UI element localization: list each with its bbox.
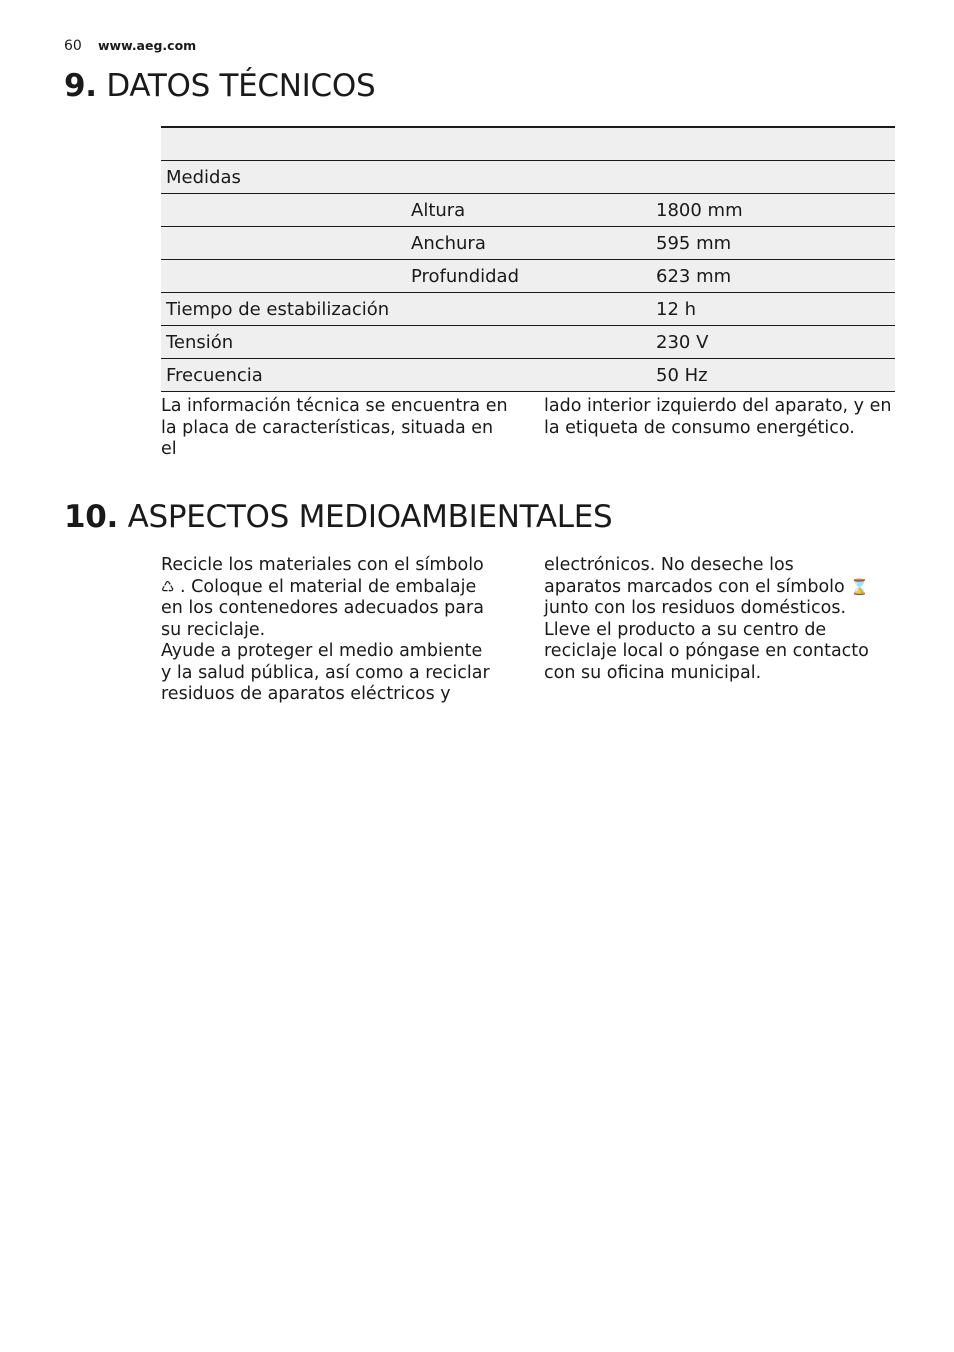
table-cell: 230 V xyxy=(651,326,895,359)
text-line: la etiqueta de consumo energético. xyxy=(544,417,855,438)
text-line: lado interior izquierdo del aparato, y en xyxy=(544,396,892,416)
table-cell: Altura xyxy=(406,194,651,227)
table-cell: Tensión xyxy=(161,326,651,359)
table-cell xyxy=(161,194,406,227)
page-number: 60 xyxy=(64,38,82,54)
spec-note-left xyxy=(161,396,511,461)
text-line: y la salud pública, así como a reciclar xyxy=(161,662,490,683)
section-10-title: ASPECTOS MEDIOAMBIENTALES xyxy=(127,499,613,535)
text-line: con su oficina municipal. xyxy=(544,662,762,683)
spec-table xyxy=(161,126,895,392)
text-line: junto con los residuos domésticos. xyxy=(544,598,847,618)
header-url: www.aeg.com xyxy=(97,38,197,53)
table-row xyxy=(161,260,895,293)
section-10-heading xyxy=(64,499,612,535)
section-10-number: 10. xyxy=(64,499,119,535)
spec-note-right xyxy=(544,396,904,439)
text-line: Lleve el producto a su centro de xyxy=(544,619,827,640)
table-row xyxy=(161,227,895,260)
text-line: residuos de aparatos eléctricos y xyxy=(161,684,451,704)
table-cell: Tiempo de estabilización xyxy=(161,293,651,326)
text-line: Recicle los materiales con el símbolo xyxy=(161,555,484,575)
table-cell xyxy=(161,260,406,293)
environment-text-left xyxy=(161,555,511,706)
crossed-bin-icon: ⌛ xyxy=(850,577,869,596)
section-9-heading xyxy=(64,68,375,104)
table-row xyxy=(161,359,895,392)
table-cell xyxy=(651,127,895,161)
table-row xyxy=(161,194,895,227)
text-fragment: . Coloque el material de embalaje xyxy=(180,576,477,597)
table-cell xyxy=(651,161,895,194)
text-line xyxy=(161,577,511,599)
table-cell: Medidas xyxy=(161,161,406,194)
table-cell xyxy=(406,161,651,194)
text-line xyxy=(544,577,904,599)
table-cell: Frecuencia xyxy=(161,359,651,392)
section-9-title: DATOS TÉCNICOS xyxy=(106,68,376,104)
table-cell xyxy=(406,127,651,161)
table-cell: 623 mm xyxy=(651,260,895,293)
page-header xyxy=(64,38,196,54)
section-9-number: 9. xyxy=(64,68,97,104)
table-cell xyxy=(161,227,406,260)
table-row xyxy=(161,127,895,161)
text-line: su reciclaje. xyxy=(161,619,266,640)
text-line: la placa de características, situada en el xyxy=(161,417,494,459)
text-line: electrónicos. No deseche los xyxy=(544,555,794,575)
environment-text-right xyxy=(544,555,904,684)
text-line: reciclaje local o póngase en contacto xyxy=(544,641,869,661)
recycle-icon: ♺ xyxy=(161,577,175,596)
table-cell xyxy=(161,127,406,161)
table-cell: 595 mm xyxy=(651,227,895,260)
text-line: Ayude a proteger el medio ambiente xyxy=(161,641,483,661)
text-line: en los contenedores adecuados para xyxy=(161,598,484,618)
table-row xyxy=(161,293,895,326)
table-cell: Anchura xyxy=(406,227,651,260)
text-line: La información técnica se encuentra en xyxy=(161,396,508,416)
table-cell: 1800 mm xyxy=(651,194,895,227)
table-cell: Profundidad xyxy=(406,260,651,293)
table-row xyxy=(161,326,895,359)
table-cell: 12 h xyxy=(651,293,895,326)
table-row xyxy=(161,161,895,194)
table-cell: 50 Hz xyxy=(651,359,895,392)
text-fragment: aparatos marcados con el símbolo xyxy=(544,576,845,597)
